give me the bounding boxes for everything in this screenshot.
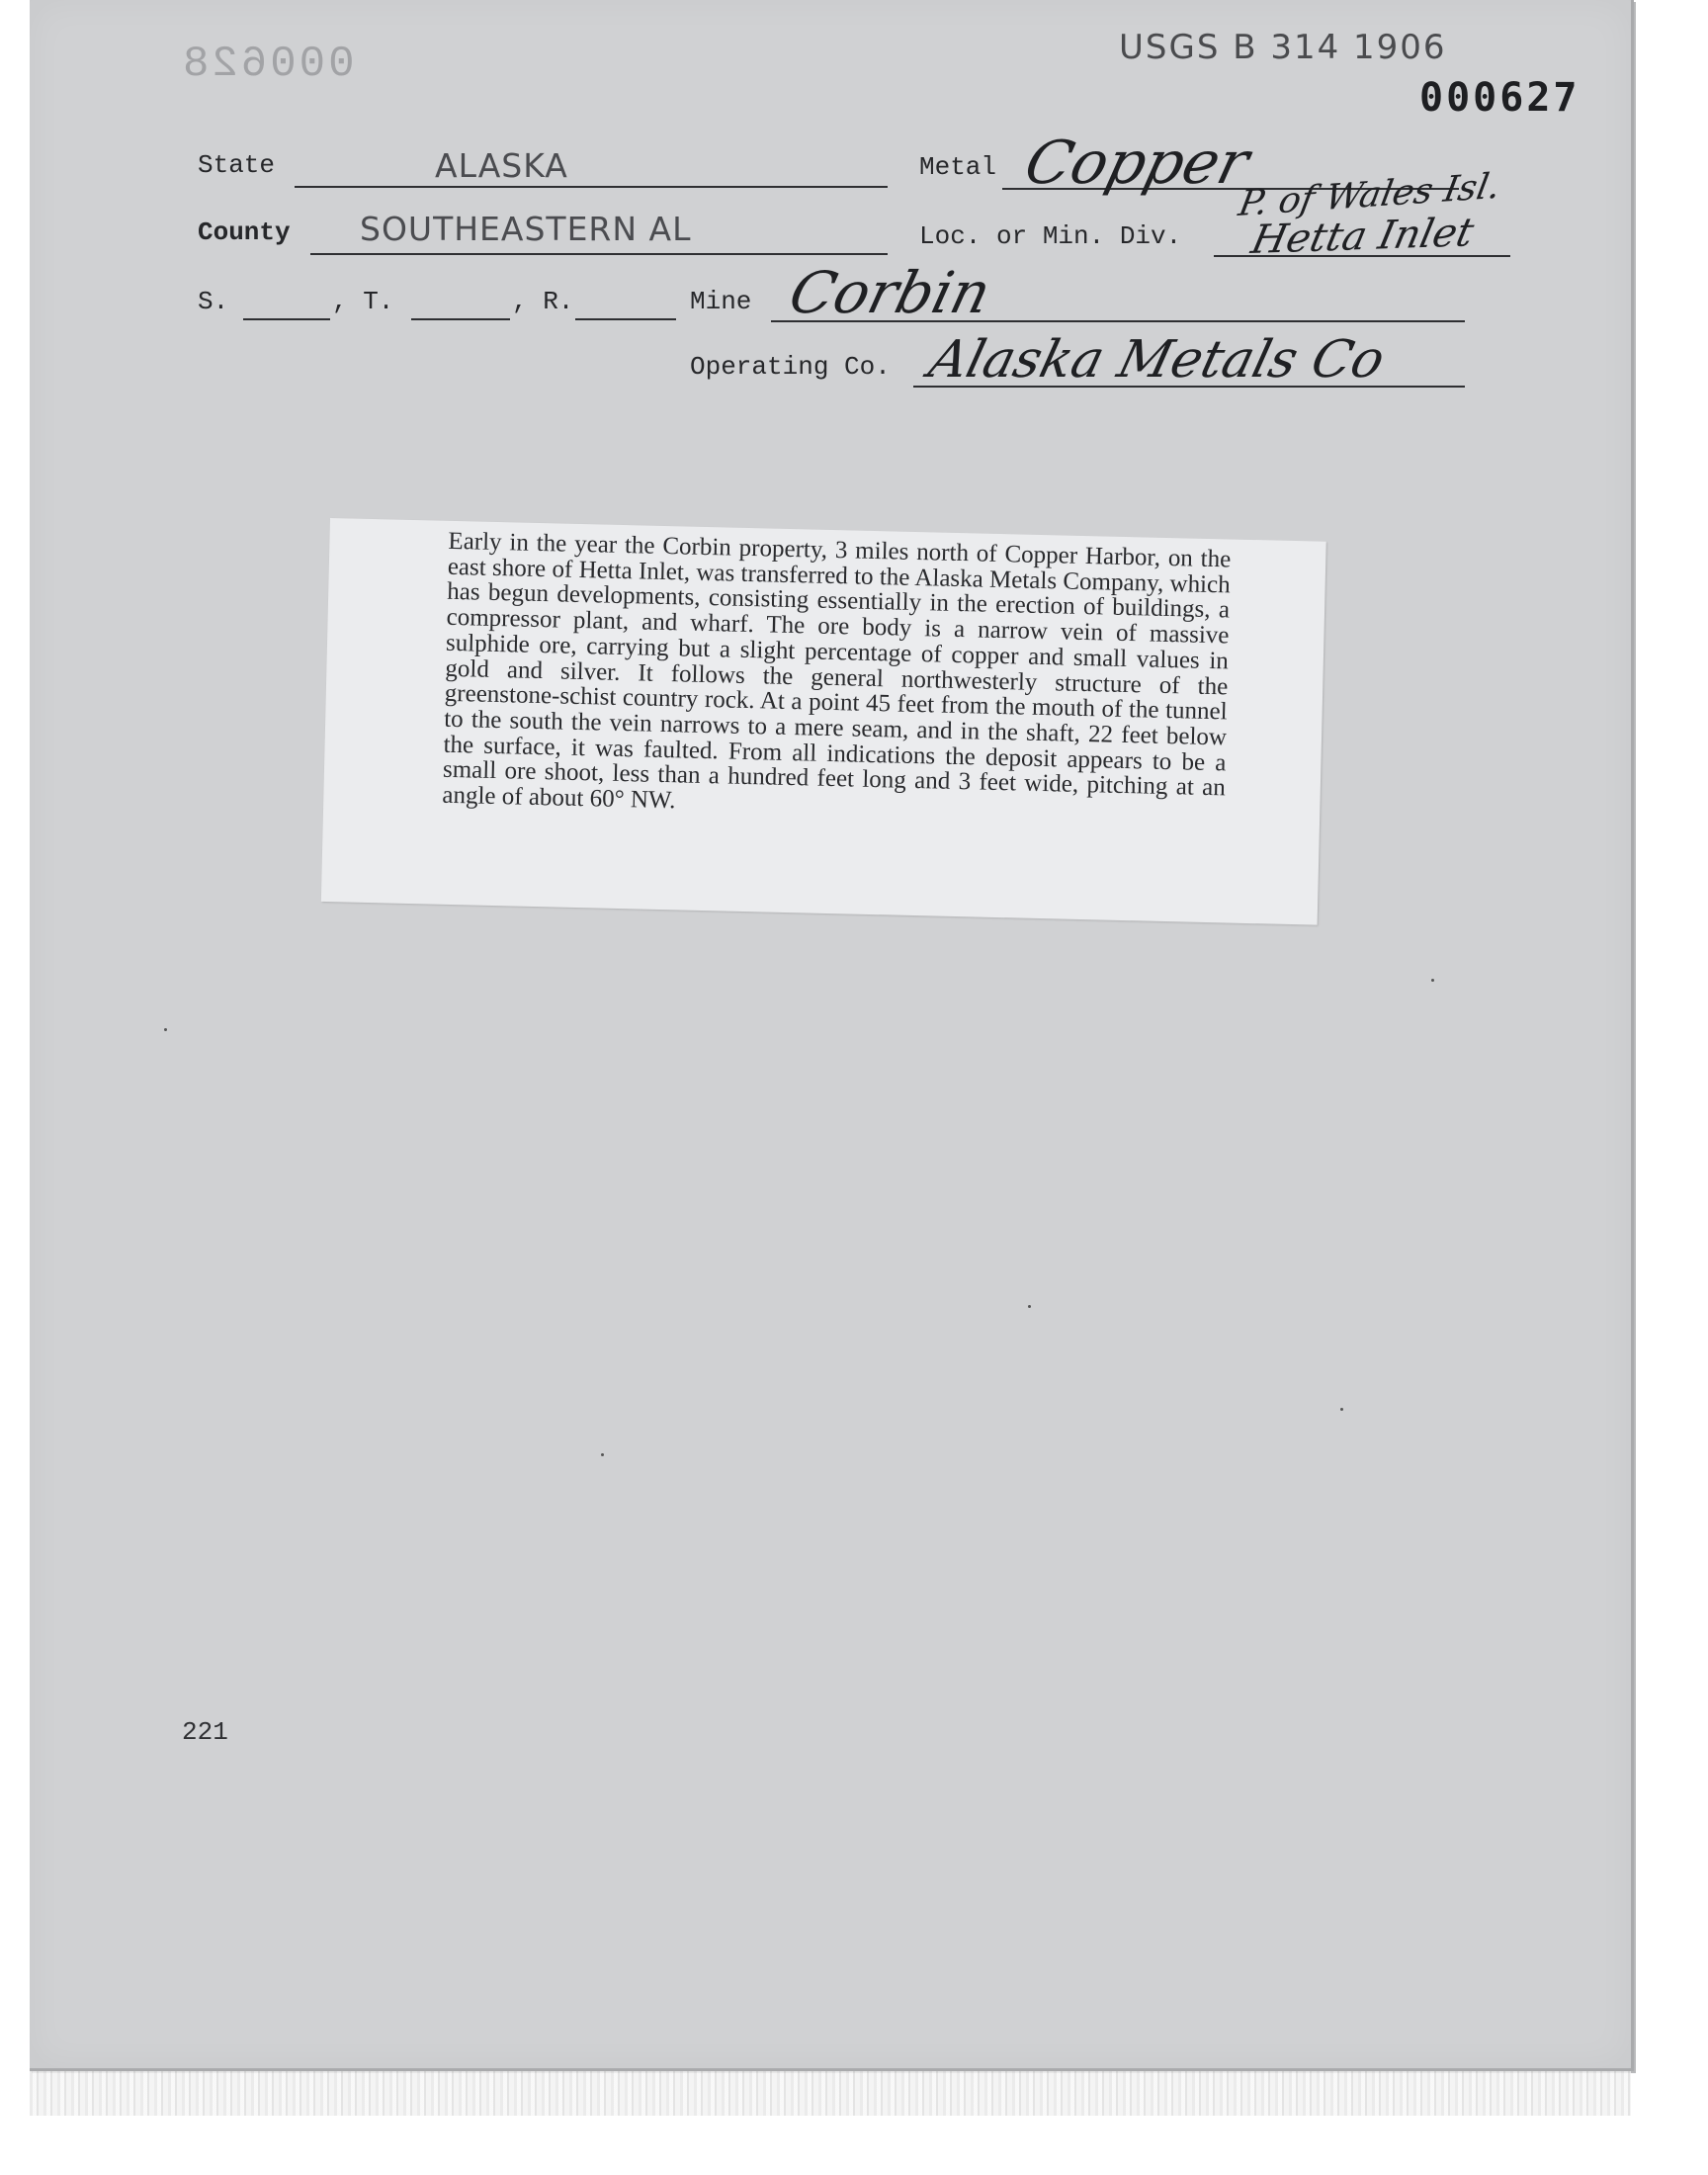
scan-speck	[1340, 1408, 1343, 1411]
operating-co-value: Alaska Metals Co	[923, 330, 1391, 390]
loc-value-line1: P. of Wales Isl.	[1236, 165, 1504, 224]
clipping-text: Early in the year the Corbin property, 3 miles north of Copper Harbor, on the east shore of Hetta Inlet, was transferred to the Alaska Metals Company, which has begun developments, consisting essentially in the erection of buildings, a compressor plant, and wharf. The ore body is a narrow vein of massive sulphide ore, carrying but a slight percentage of copper and small values in gold and silver. It follows the general northwesterly structure of the greenstone-schist country rock. At a point 45 feet from the mouth of the tunnel to the south the vein narrows to a mere seam, and in the shaft, 22 feet below the surface, it was faulted. From all indications the deposit appears to be a small ore shoot, less than a hundred feet long and 3 feet wide, pitching at an angle of about 60° NW.	[442, 527, 1232, 815]
scan-speck	[164, 1028, 167, 1031]
loc-value-line2: Hetta Inlet	[1247, 210, 1479, 263]
scan-speck	[1431, 979, 1434, 982]
county-line	[310, 253, 888, 255]
source-reference: USGS B 314 1906	[1119, 28, 1447, 67]
loc-label: Loc. or Min. Div.	[919, 221, 1182, 251]
pasted-clipping	[321, 518, 1326, 925]
mine-value: Corbin	[783, 259, 998, 326]
serial-number: 000627	[1419, 75, 1580, 121]
state-label: State	[198, 150, 276, 180]
section-label: S.	[198, 287, 229, 316]
mirrored-stamp-number: 000628	[180, 40, 355, 89]
state-line	[295, 186, 888, 188]
operating-co-label: Operating Co.	[690, 352, 891, 382]
scan-speck	[1028, 1305, 1031, 1308]
range-line	[575, 318, 676, 320]
county-label: County	[198, 218, 291, 247]
state-value: ALASKA	[435, 146, 568, 185]
range-label: , R.	[512, 287, 574, 316]
scan-edge-strip	[30, 2071, 1631, 2116]
township-label: , T.	[332, 287, 394, 316]
township-line	[411, 318, 510, 320]
section-line	[243, 318, 330, 320]
page-number: 221	[182, 1717, 228, 1747]
metal-value: Copper	[1018, 129, 1256, 198]
metal-label: Metal	[919, 152, 997, 182]
mine-label: Mine	[690, 287, 752, 316]
county-value: SOUTHEASTERN AL	[360, 210, 692, 248]
scan-speck	[601, 1453, 604, 1456]
